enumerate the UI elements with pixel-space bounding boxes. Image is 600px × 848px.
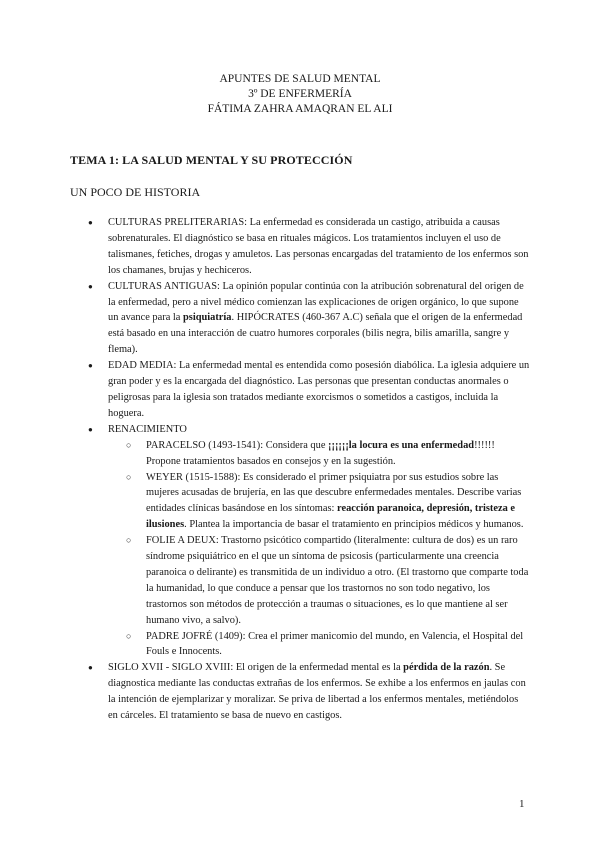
- header-author: FÁTIMA ZAHRA AMAQRAN EL ALI: [207, 103, 393, 115]
- list-item-antiguas: ● CULTURAS ANTIGUAS: La opinión popular continúa con la atribución sobrenatural del origen de la enfermedad, pero a nivel médico comienzan las explicaciones de origen orgánico, lo que supone un avance para la psiquiatría. HIPÓCRATES (460-367 A.C) señala que el origen de la enfermedad está basado en una interacción de cuatro humores corporales (bilis negra, bilis amarilla, sangre y flema).: [70, 279, 530, 359]
- sublist-item-folie: ○ FOLIE A DEUX: Trastorno psicótico compartido (literalmente: cultura de dos) es un raro síndrome psiquiátrico en el que un síntoma de psicosis (particularmente una creencia paranoica o delirante) es transmitida de un individuo a otro. (El trastorno que comparte toda la humanidad, lo que conduce a pensar que los trastornos no son todo negativo, los trastornos son métodos de protección a traumas o situaciones, es lo que mantiene al ser humano vivo, a salvo).: [108, 533, 530, 628]
- sublist-item-weyer: ○ WEYER (1515-1588): Es considerado el primer psiquiatra por sus estudios sobre las mujeres acusadas de brujería, en las que descubre enfermedades mentales. Describe varias entidades clínicas basándose en los síntomas: reacción paranoica, depresión, tristeza e ilusiones. Plantea la importancia de basar el tratamiento en principios médicos y humanos.: [108, 470, 530, 534]
- document-header: [0, 72, 600, 117]
- sublist-item-paracelso: ○ PARACELSO (1493-1541): Considera que ¡¡¡¡¡¡la locura es una enfermedad!!!!!! Propone tratamientos basados en consejos y en la sugestión.: [108, 438, 530, 470]
- page-number: 1: [519, 798, 525, 810]
- list-item-preliterarias: ● CULTURAS PRELITERARIAS: La enfermedad es considerada un castigo, atribuida a causas sobrenaturales. El diagnóstico se basa en rituales mágicos. Los tratamientos incluyen el uso de talismanes, fetiches, drogas y amuletos. Las personas encargadas del tratamiento de los enfermos son los chamanes, brujas y hechiceros.: [70, 215, 530, 279]
- renacimiento-sublist: [108, 438, 530, 661]
- list-item-siglo: ● SIGLO XVII - SIGLO XVIII: El origen de la enfermedad mental es la pérdida de la razón. Se diagnostica mediante las conductas extrañas de los enfermos. Se exhibe a los enfermos en jaulas con la intención de ejemplarizar y moralizar. Se priva de libertad a los enfermos mentales, metiéndolos en cárceles. El tratamiento se basa de nuevo en castigos.: [70, 660, 530, 724]
- history-list: [70, 215, 530, 724]
- header-course: APUNTES DE SALUD MENTAL: [219, 73, 381, 85]
- header-year: 3º DE ENFERMERÍA: [248, 88, 352, 100]
- tema-title: TEMA 1: LA SALUD MENTAL Y SU PROTECCIÓN: [70, 153, 353, 167]
- list-item-renacimiento: ● RENACIMIENTO ○ PARACELSO (1493-1541): Considera que ¡¡¡¡¡¡la locura es una enfermedad!!!!!! Propone tratamientos basados en consejos y en la sugestión. ○ WEYER (1515-1588): Es considerado el primer psiquiatra por sus estudios sobre las mujeres acusadas de brujería, en las que descubre enfermedades mentales. Describe varias entidades clínicas basándose en los síntomas: reacción paranoica, depresión, tristeza e ilusiones. Plantea la importancia de basar el tratamiento en principios médicos y humanos. ○ FOLIE A DEUX: Trastorno psicótico compartido (literalmente: cultura de dos) es un raro síndrome psiquiátrico en el que un síntoma de psicosis (particularmente una creencia paranoica o delirante) es transmitida de un individuo a otro. (El trastorno que comparte toda la humanidad, lo que conduce a pensar que los trastornos no son todo negativo, los trastornos son métodos de protección a traumas o situaciones, es lo que mantiene al ser humano vivo, a salvo). ○ PADRE JOFRÉ (1409): Crea el primer manicomio del mundo, en Valencia, el Hospital del Fouls e Innocents.: [70, 422, 530, 661]
- list-item-edad-media: ● EDAD MEDIA: La enfermedad mental es entendida como posesión diabólica. La iglesia adquiere un gran poder y es la encargada del diagnóstico. Las personas que presentan conductas anormales o peligrosas para la iglesia son tratados mediante exorcismos o sometidos a castigos, incluida la hoguera.: [70, 358, 530, 422]
- section-title: UN POCO DE HISTORIA: [70, 185, 201, 199]
- sublist-item-jofre: ○ PADRE JOFRÉ (1409): Crea el primer manicomio del mundo, en Valencia, el Hospital del Fouls e Innocents.: [108, 629, 530, 661]
